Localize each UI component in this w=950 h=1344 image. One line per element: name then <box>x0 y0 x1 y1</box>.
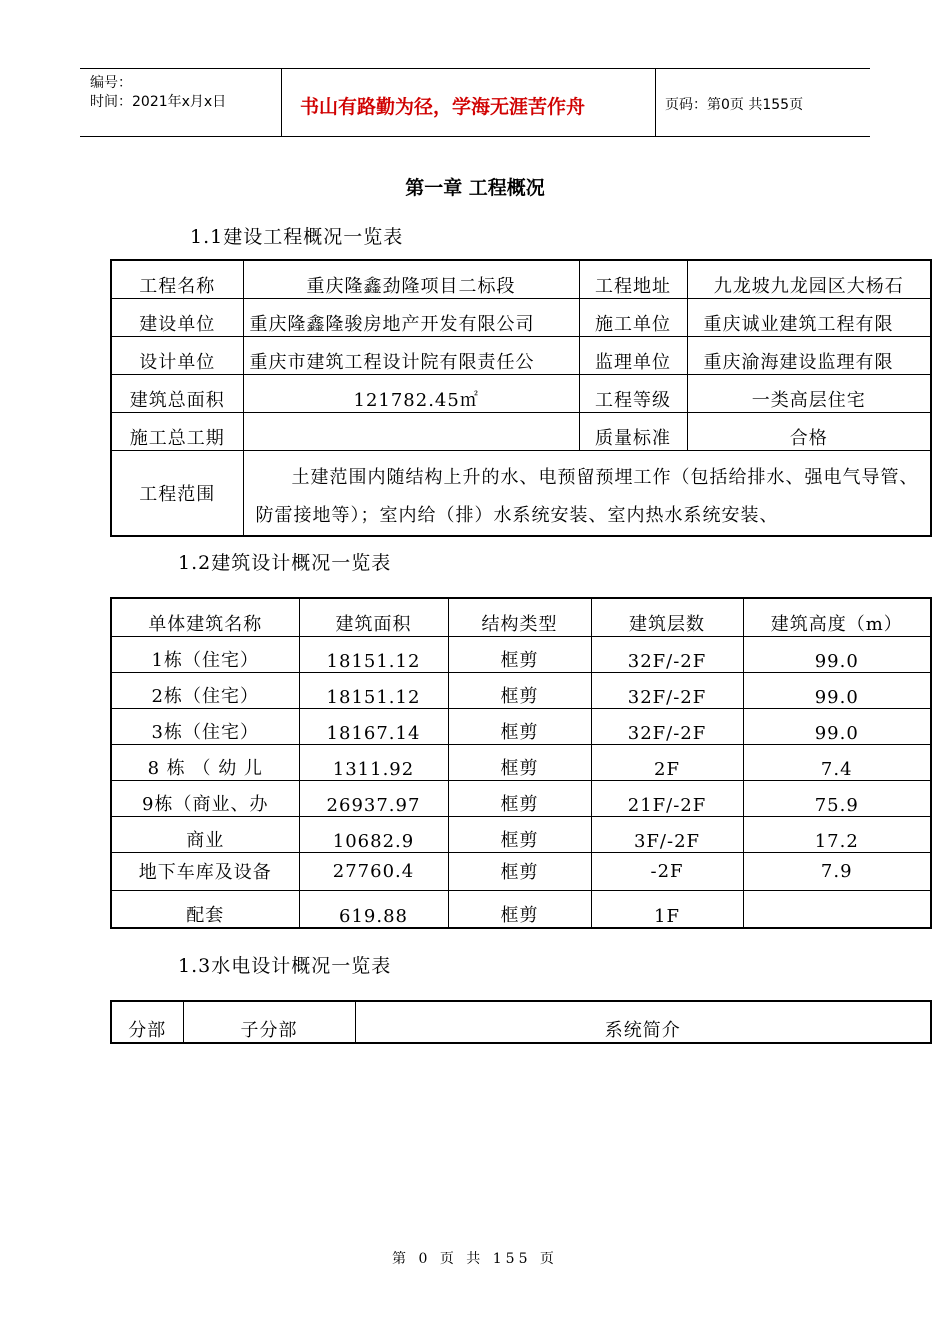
table-row <box>111 816 931 852</box>
table-cell <box>243 412 579 450</box>
table-cell: 121782.45㎡ <box>243 374 579 412</box>
building-design-table <box>110 597 932 929</box>
table-cell: 施工单位 <box>579 298 687 336</box>
column-header: 建筑面积 <box>299 598 448 636</box>
table-row <box>111 260 931 298</box>
column-header: 建筑高度（m） <box>743 598 931 636</box>
table-cell: 619.88 <box>299 890 448 928</box>
table-row <box>111 336 931 374</box>
table-cell: 重庆隆鑫劲隆项目二标段 <box>243 260 579 298</box>
header-top-rule <box>80 68 870 69</box>
page-footer: 第 0 页 共 155 页 <box>392 1251 558 1267</box>
table-row <box>111 780 931 816</box>
table-cell: 32F/-2F <box>591 672 743 708</box>
table-cell: 2F <box>591 744 743 780</box>
mep-design-table <box>110 1000 932 1044</box>
table-row <box>111 890 931 928</box>
table-row <box>111 412 931 450</box>
table-cell: 17.2 <box>743 816 931 852</box>
table-cell: 工程等级 <box>579 374 687 412</box>
table-row <box>111 744 931 780</box>
table-cell: 一类高层住宅 <box>687 374 931 412</box>
motto: 书山有路勤为径，学海无涯苦作舟 <box>300 96 586 118</box>
table-cell: 99.0 <box>743 672 931 708</box>
section-title: 1.3水电设计概况一览表 <box>178 955 392 977</box>
table-cell: 商业 <box>111 816 299 852</box>
table-cell: 框剪 <box>448 816 591 852</box>
table-cell: 工程名称 <box>111 260 243 298</box>
column-header: 分部 <box>111 1001 183 1043</box>
table-cell: 监理单位 <box>579 336 687 374</box>
table-cell: 99.0 <box>743 708 931 744</box>
table-header-row <box>111 598 931 636</box>
project-overview-table <box>110 259 932 537</box>
table-cell: 18167.14 <box>299 708 448 744</box>
table-cell: 配套 <box>111 890 299 928</box>
table-cell: 1栋（住宅） <box>111 636 299 672</box>
table-row <box>111 374 931 412</box>
table-cell: 1F <box>591 890 743 928</box>
chapter-title: 第一章 工程概况 <box>405 177 545 199</box>
doc-number-label: 编号： <box>90 75 132 91</box>
header-bottom-rule <box>80 136 870 137</box>
table-cell: 7.4 <box>743 744 931 780</box>
table-cell: 8 栋 （ 幼 儿 <box>111 744 299 780</box>
table-cell: 工程范围 <box>111 450 243 536</box>
table-cell: 建筑总面积 <box>111 374 243 412</box>
table-cell: 建设单位 <box>111 298 243 336</box>
table-cell: 21F/-2F <box>591 780 743 816</box>
table-cell: 3F/-2F <box>591 816 743 852</box>
table-cell: 重庆诚业建筑工程有限 <box>687 298 931 336</box>
table-cell: 18151.12 <box>299 672 448 708</box>
table-row <box>111 636 931 672</box>
table-cell: 框剪 <box>448 636 591 672</box>
header-divider <box>281 68 282 136</box>
table-cell: 合格 <box>687 412 931 450</box>
table-cell: 九龙坡九龙园区大杨石 <box>687 260 931 298</box>
page-code: 页码：第0页 共155页 <box>665 97 804 113</box>
table-header-row <box>111 1001 931 1043</box>
doc-time-label: 时间：2021年x月x日 <box>90 94 227 110</box>
table-cell: 32F/-2F <box>591 636 743 672</box>
table-cell: 32F/-2F <box>591 708 743 744</box>
table-cell: -2F <box>591 852 743 890</box>
column-header: 结构类型 <box>448 598 591 636</box>
table-cell: 26937.97 <box>299 780 448 816</box>
table-cell: 框剪 <box>448 672 591 708</box>
column-header: 系统简介 <box>355 1001 931 1043</box>
scope-text: 土建范围内随结构上升的水、电预留预埋工作（包括给排水、强电气导管、防雷接地等）；室内给（排）水系统安装、室内热水系统安装、 <box>243 450 931 536</box>
table-cell: 27760.4 <box>299 852 448 890</box>
column-header: 单体建筑名称 <box>111 598 299 636</box>
table-cell: 重庆隆鑫隆骏房地产开发有限公司 <box>243 298 579 336</box>
table-cell: 3栋（住宅） <box>111 708 299 744</box>
section-title: 1.2建筑设计概况一览表 <box>178 552 392 574</box>
table-cell: 设计单位 <box>111 336 243 374</box>
table-cell: 7.9 <box>743 852 931 890</box>
table-cell: 99.0 <box>743 636 931 672</box>
table-cell: 重庆渝海建设监理有限 <box>687 336 931 374</box>
column-header: 子分部 <box>183 1001 355 1043</box>
table-row <box>111 672 931 708</box>
table-cell: 施工总工期 <box>111 412 243 450</box>
table-cell: 框剪 <box>448 744 591 780</box>
column-header: 建筑层数 <box>591 598 743 636</box>
table-cell: 75.9 <box>743 780 931 816</box>
table-cell: 重庆市建筑工程设计院有限责任公 <box>243 336 579 374</box>
table-cell: 框剪 <box>448 852 591 890</box>
table-row <box>111 852 931 890</box>
table-cell: 质量标准 <box>579 412 687 450</box>
table-row <box>111 708 931 744</box>
table-cell <box>743 890 931 928</box>
header-divider <box>655 68 656 136</box>
table-cell: 2栋（住宅） <box>111 672 299 708</box>
table-cell: 工程地址 <box>579 260 687 298</box>
table-cell: 地下车库及设备 <box>111 852 299 890</box>
table-row <box>111 450 931 536</box>
table-cell: 10682.9 <box>299 816 448 852</box>
table-cell: 1311.92 <box>299 744 448 780</box>
table-cell: 框剪 <box>448 890 591 928</box>
table-cell: 框剪 <box>448 708 591 744</box>
table-cell: 18151.12 <box>299 636 448 672</box>
table-cell: 框剪 <box>448 780 591 816</box>
table-cell: 9栋（商业、办 <box>111 780 299 816</box>
table-row <box>111 298 931 336</box>
section-title: 1.1建设工程概况一览表 <box>190 226 404 248</box>
